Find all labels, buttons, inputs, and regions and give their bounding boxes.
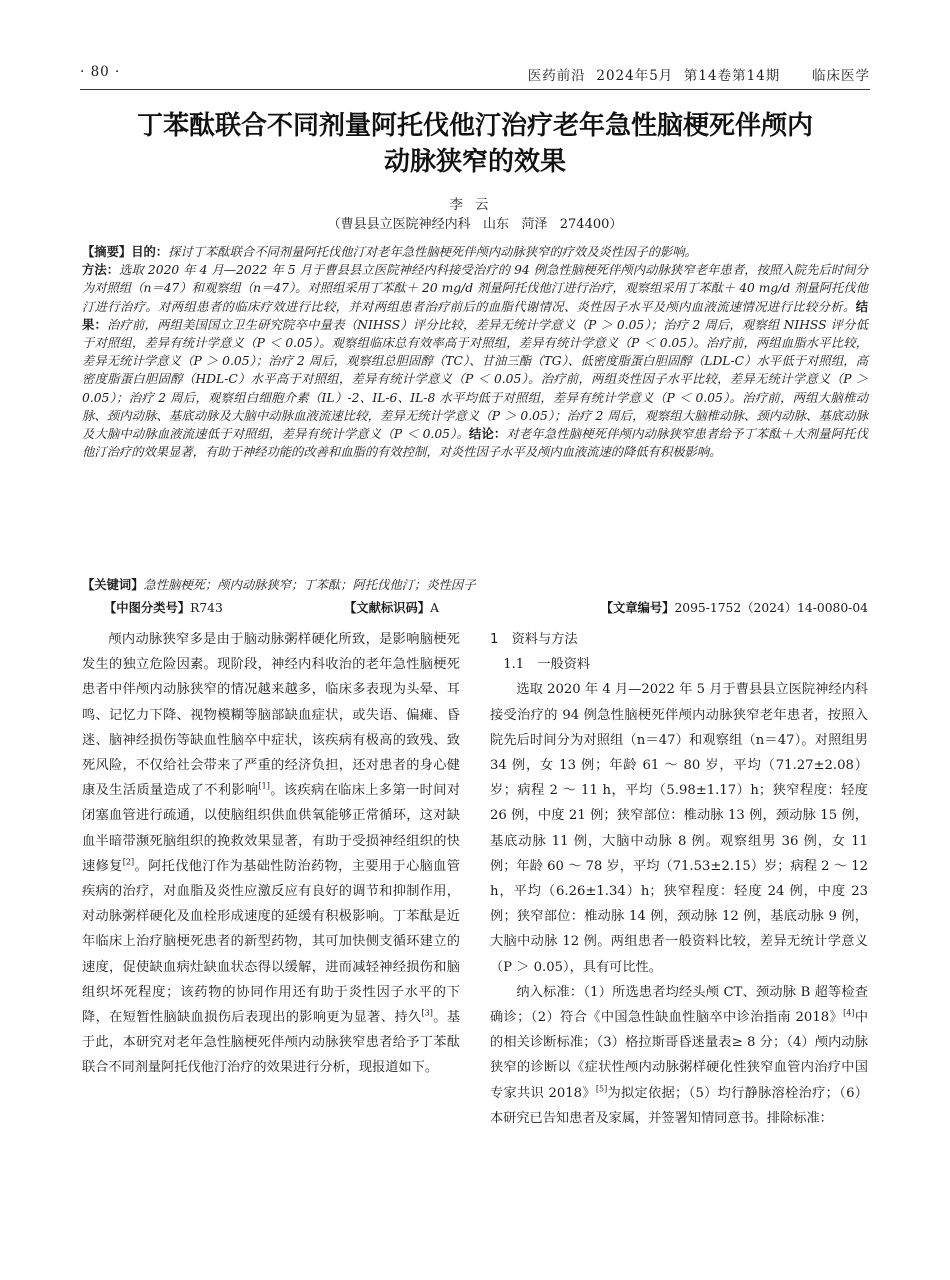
citation-3[interactable]: [3]: [421, 1008, 433, 1018]
body-left-column: [82, 627, 460, 1081]
intro-text-3: 。阿托伐他汀作为基础性防治药物，主要用于心脑血管疾病的治疗，对血脂及炎性应激反应有良好的调节和抑制作用，对动脉粥样硬化及血栓形成速度的延缓有积极影响。丁苯酞是近年临床上治疗脑梗死患者的新型药物，其可加快侧支循环建立的速度，促使缺血病灶缺血状态得以缓解，进而减轻神经损伤和脑组织坏死程度；该药物的协同作用还有助于炎性因子水平的下降，在短暂性脑缺血损伤后表现出的影响更为显著、持久: [82, 858, 461, 1026]
article-title-line-2: 动脉狭窄的效果: [383, 147, 566, 177]
keywords-label: 【关键词】: [82, 578, 144, 592]
intro-paragraph: [82, 627, 460, 1081]
article-title: [70, 108, 880, 180]
clc-number: [104, 598, 223, 616]
author: 李云: [449, 197, 501, 213]
subsection-title: 1.1 一般资料: [503, 657, 591, 673]
article-no-value: 2095-1752（2024）14-0080-04: [674, 601, 868, 615]
classification-row: [82, 598, 868, 616]
citation-4[interactable]: [4]: [843, 1008, 855, 1018]
abstract-label: 【摘要】: [82, 245, 132, 259]
doc-value: A: [430, 601, 439, 615]
article-no-label: 【文章编号】: [600, 601, 675, 615]
keywords-text: 急性脑梗死；颅内动脉狭窄；丁苯酞；阿托伐他汀；炎性因子: [143, 578, 476, 592]
doc-label: 【文献标识码】: [344, 601, 431, 615]
inclusion-text-1: 纳入标准：（1）所选患者均经头颅 CT、颈动脉 B 超等检查确诊；（2）符合《中国急性缺血性脑卒中诊治指南 2018》: [490, 984, 868, 1026]
methods-text: 选取 2020 年 4 月—2022 年 5 月于曹县县立医院神经内科接受治疗的 94 例急性脑梗死伴颅内动脉狭窄老年患者，按照入院先后时间分为对照组（n＝47）和观察组（n＝47）。对照组采用丁苯酞＋ 20 mg/d 剂量阿托伐他汀进行治疗，观察组采用丁苯酞＋ 40 mg/d 剂量阿托伐他汀进行治疗。对两组患者的临床疗效进行比较，并对两组患者治疗前后的血脂代谢情况、炎性因子水平及颅内血液流速情况进行比较分析。: [82, 263, 868, 314]
keywords: [82, 576, 868, 594]
general-data-paragraph: 选取 2020 年 4 月—2022 年 5 月于曹县县立医院神经内科接受治疗的 94 例急性脑梗死伴颅内动脉狭窄老年患者，按照入院先后时间分为对照组（n＝47）和观察组（n＝47）。对照组男 34 例，女 13 例；年龄 61 ～ 80 岁，平均（71.27±2.08）岁；病程 2 ～ 11 h，平均（5.98±1.17）h；狭窄程度：轻度 26 例，中度 21 例；狭窄部位：椎动脉 13 例，颈动脉 15 例，基底动脉 11 例，大脑中动脉 8 例。观察组男 36 例，女 11 例；年龄 60 ～ 78 岁，平均（71.53±2.15）岁；病程 2 ～ 12 h，平均（6.26±1.34）h；狭窄程度：轻度 24 例，中度 23 例；狭窄部位：椎动脉 14 例，颈动脉 12 例，基底动脉 9 例，大脑中动脉 12 例。两组患者一般资料比较，差异无统计学意义（P ＞ 0.05），具有可比性。: [490, 682, 868, 975]
clc-label: 【中图分类号】: [104, 601, 191, 615]
inclusion-text-2: 中的相关诊断标准；（3）格拉斯哥昏迷量表≥ 8 分；（4）颅内动脉狭窄的诊断以《症状性颅内动脉粥样硬化性狭窄血管内治疗中国专家共识 2018》: [490, 1010, 869, 1101]
intro-text-2: 。该疾病在临床上多第一时间对闭塞血管进行疏通，以使脑组织供血供氧能够正常循环，这对缺血半暗带濒死脑组织的挽救效果显著，有助于受损神经组织的快速修复: [82, 783, 461, 874]
document-code: [344, 598, 439, 616]
abstract: [82, 243, 868, 461]
intro-text-4: 。基于此，本研究对老年急性脑梗死伴颅内动脉狭窄患者给予丁苯酞联合不同剂量阿托伐他汀治疗的效果进行分析，现报道如下。: [82, 1010, 461, 1076]
page-number: · 80 ·: [80, 64, 121, 80]
objective-label: 目的：: [131, 244, 169, 259]
results-label: 结果：: [82, 298, 868, 332]
intro-text-1: 颅内动脉狭窄多是由于脑动脉粥样硬化所致，是影响脑梗死发生的独立危险因素。现阶段，神经内科收治的老年急性脑梗死患者中伴颅内动脉狭窄的情况越来越多，临床多表现为头晕、耳鸣、记忆力下降、视物模糊等脑部缺血症状，或失语、偏瘫、昏迷、脑神经损伤等缺血性脑卒中症状，该疾病有极高的致残、致死风险，不仅给社会带来了严重的经济负担，还对患者的身心健康及生活质量造成了不利影响: [82, 632, 460, 799]
citation-2[interactable]: [2]: [122, 857, 135, 867]
article-number: [601, 598, 868, 616]
inclusion-criteria-paragraph: [490, 980, 868, 1131]
body-right-column: [490, 627, 868, 1131]
clc-value: R743: [190, 601, 223, 615]
journal-info: 医药前沿 2024年5月 第14卷第14期 临床医学: [527, 68, 870, 84]
article-title-line-1: 丁苯酞联合不同剂量阿托伐他汀治疗老年急性脑梗死伴颅内: [136, 111, 813, 141]
objective-text: 探讨丁苯酞联合不同剂量阿托伐他汀对老年急性脑梗死伴颅内动脉狭窄的疗效及炎性因子的影响。: [168, 245, 697, 259]
results-text: 治疗前，两组美国国立卫生研究院卒中量表（NIHSS）评分比较，差异无统计学意义（P ＞ 0.05）；治疗 2 周后，观察组 NIHSS 评分低于对照组，差异有统计学意义（P ＜ 0.05）。观察组临床总有效率高于对照组，差异有统计学意义（P ＜ 0.05）。治疗前，两组血脂水平比较，差异无统计学意义（P ＞ 0.05）；治疗 2 周后，观察组总胆固醇（TC）、甘油三酯（TG）、低密度脂蛋白胆固醇（LDL-C）水平低于对照组，高密度脂蛋白胆固醇（HDL-C）水平高于对照组，差异有统计学意义（P ＜ 0.05）。治疗前，两组炎性因子水平比较，差异无统计学意义（P ＞ 0.05）；治疗 2 周后，观察组白细胞介素（IL）-2、IL-6、IL-8 水平均低于对照组，差异有统计学意义（P ＜ 0.05）。治疗前，两组大脑椎动脉、颈内动脉、基底动脉及大脑中动脉血液流速比较，差异无统计学意义（P ＞ 0.05）；治疗 2 周后，观察组大脑椎动脉、颈内动脉、基底动脉及大脑中动脉血液流速低于对照组，差异有统计学意义（P ＜ 0.05）。: [82, 317, 868, 442]
running-header: [80, 62, 870, 90]
citation-5[interactable]: [5]: [595, 1084, 608, 1094]
conclusion-label: 结论：: [468, 426, 507, 442]
affiliation: （曹县县立医院神经内科 山东 菏泽 274400）: [327, 217, 623, 232]
section-title: 1 资料与方法: [490, 632, 578, 647]
conclusion-text: 对老年急性脑梗死伴颅内动脉狭窄患者给予丁苯酞＋大剂量阿托伐他汀治疗的效果显著，有助于神经功能的改善和血脂的有效控制，对炎性因子水平及颅内血液流速的降低有积极影响。: [82, 427, 868, 460]
methods-label: 方法：: [82, 262, 120, 278]
inclusion-text-3: 为拟定依据；（5）均行静脉溶栓治疗；（6）本研究已告知患者及家属，并签署知情同意书。排除标准：: [490, 1085, 868, 1126]
citation-1[interactable]: [1]: [258, 781, 270, 791]
